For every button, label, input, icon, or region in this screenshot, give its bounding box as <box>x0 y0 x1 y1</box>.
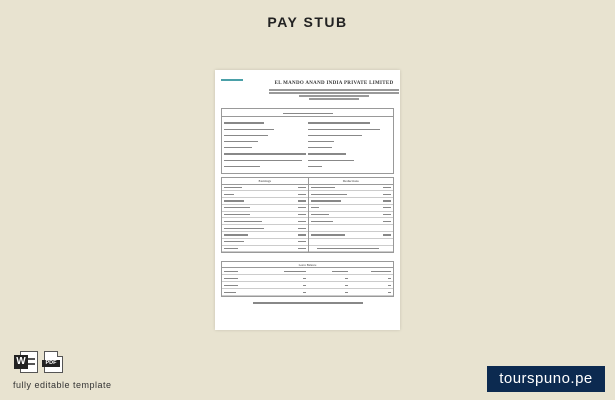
leave-balance-table <box>221 261 394 297</box>
earnings-row <box>222 218 308 225</box>
leave-row <box>222 282 393 289</box>
address-line <box>309 98 359 100</box>
earnings-row <box>222 198 308 205</box>
leave-row <box>222 289 393 296</box>
address-line <box>299 95 369 97</box>
info-row <box>308 163 392 169</box>
deductions-header: Deductions <box>309 178 394 185</box>
employee-info-right <box>308 120 392 170</box>
company-logo <box>221 76 243 81</box>
deductions-row <box>309 212 394 219</box>
deductions-row <box>309 232 394 239</box>
earnings-row <box>222 212 308 219</box>
page-heading: PAY STUB <box>267 14 348 30</box>
leave-header-row <box>222 268 393 275</box>
deductions-row <box>309 218 394 225</box>
pay-stub-document <box>215 70 400 330</box>
net-pay-row <box>309 246 394 253</box>
earnings-deductions-table <box>221 177 394 254</box>
employee-info-grid <box>221 117 394 174</box>
leave-balance-title: Leave Balance <box>222 262 393 268</box>
earnings-column <box>222 178 308 253</box>
deductions-row <box>309 185 394 192</box>
brand-badge[interactable]: tourspuno.pe <box>487 366 605 392</box>
editable-caption: fully editable template <box>13 380 112 390</box>
pdf-file-icon: PDF <box>44 351 63 373</box>
earnings-row <box>222 232 308 239</box>
deductions-row <box>309 239 394 246</box>
word-file-icon: W <box>14 351 38 373</box>
deductions-row <box>309 198 394 205</box>
employee-info-left <box>224 120 308 170</box>
deductions-row <box>309 225 394 232</box>
deductions-row <box>309 191 394 198</box>
info-row <box>224 163 308 169</box>
earnings-row <box>222 191 308 198</box>
payslip-title-box <box>221 108 394 117</box>
earnings-row <box>222 239 308 246</box>
earnings-row <box>222 185 308 192</box>
address-line <box>269 89 399 91</box>
deductions-row <box>309 205 394 212</box>
earnings-row <box>222 246 308 253</box>
document-footnote <box>221 302 394 303</box>
file-format-icons <box>14 351 63 373</box>
earnings-header: Earnings <box>222 178 308 185</box>
deductions-column <box>308 178 394 253</box>
earnings-row <box>222 205 308 212</box>
document-header <box>221 76 394 106</box>
leave-row <box>222 275 393 282</box>
earnings-row <box>222 225 308 232</box>
address-line <box>269 92 399 94</box>
company-name: EL MANDO ANAND INDIA PRIVATE LIMITED <box>274 81 394 86</box>
